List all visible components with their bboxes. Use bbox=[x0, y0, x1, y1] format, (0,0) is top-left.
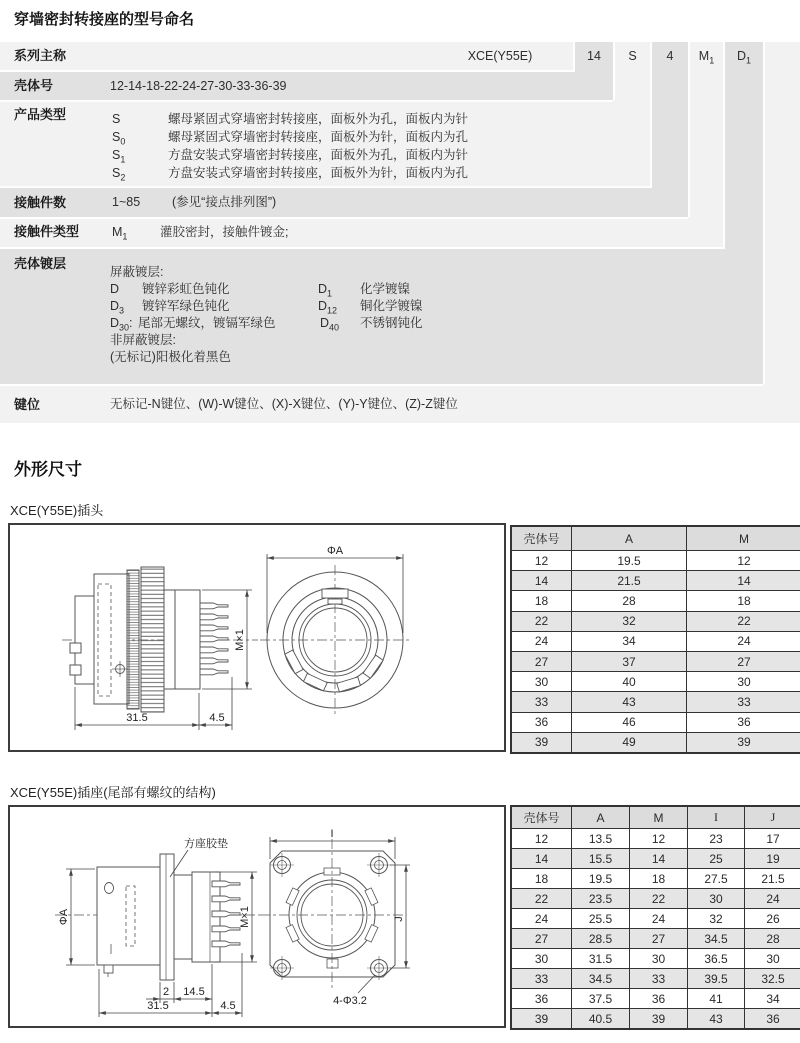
socket-gasket-label: 方座胶垫 bbox=[184, 838, 228, 850]
table-row bbox=[512, 651, 800, 671]
table-row bbox=[512, 591, 800, 611]
plug-dim-phiA: ΦA bbox=[326, 545, 344, 557]
table-cell: 12 bbox=[512, 829, 572, 849]
table-cell: 27 bbox=[512, 929, 572, 949]
dimension-table bbox=[511, 526, 800, 753]
table-header-cell: 壳体号 bbox=[512, 527, 572, 551]
table-cell: 39.5 bbox=[688, 969, 745, 989]
product-type-desc: 螺母紧固式穿墙密封转接座，面板外为孔，面板内为针 bbox=[168, 112, 469, 126]
table-header-cell: A bbox=[572, 527, 687, 551]
table-cell: 36 bbox=[745, 1009, 800, 1029]
table-cell: 22 bbox=[512, 611, 572, 631]
plating-item: $D_{12}$ bbox=[318, 299, 338, 316]
table-cell: 25.5 bbox=[572, 909, 630, 929]
plating-item: $D_{30}$: bbox=[110, 316, 133, 333]
contact-count-note: (参见“接点排列图”) bbox=[172, 195, 277, 209]
plating-item-desc: 尾部无螺纹，镀镉军绿色 bbox=[138, 316, 276, 330]
table-row bbox=[512, 949, 800, 969]
plug-drawing bbox=[10, 525, 504, 750]
table-cell: 43 bbox=[572, 692, 687, 712]
table-cell: 19 bbox=[745, 849, 800, 869]
table-row bbox=[512, 889, 800, 909]
table-row bbox=[512, 712, 800, 732]
table-cell: 39 bbox=[512, 1009, 572, 1029]
row-separator bbox=[0, 217, 688, 219]
table-cell: 33 bbox=[512, 692, 572, 712]
table-cell: 36.5 bbox=[688, 949, 745, 969]
col-separator bbox=[763, 42, 765, 384]
table-cell: 37 bbox=[572, 651, 687, 671]
socket-holes-label: 4-Φ3.2 bbox=[333, 995, 367, 1007]
socket-drawing-frame bbox=[8, 805, 506, 1028]
table-cell: 28 bbox=[745, 929, 800, 949]
table-cell: 21.5 bbox=[572, 571, 687, 591]
row-separator bbox=[0, 100, 613, 102]
table-cell: 25 bbox=[688, 849, 745, 869]
table-cell: 27.5 bbox=[688, 869, 745, 889]
table-header-cell: M bbox=[687, 527, 800, 551]
plating-item-desc: 镀锌彩虹色钝化 bbox=[142, 282, 230, 296]
plating-item-desc: 铜化学镀镍 bbox=[360, 299, 423, 313]
series-value: XCE(Y55E) bbox=[467, 49, 533, 63]
table-cell: 14 bbox=[512, 849, 572, 869]
plating-heading-unshielded: 非屏蔽镀层: bbox=[110, 333, 176, 347]
table-cell: 18 bbox=[687, 591, 800, 611]
table-cell: 32 bbox=[688, 909, 745, 929]
table-row bbox=[512, 829, 800, 849]
table-row bbox=[512, 989, 800, 1009]
table-row bbox=[512, 1009, 800, 1029]
table-cell: 40 bbox=[572, 672, 687, 692]
product-type-item: $S_1$ bbox=[112, 148, 126, 165]
plating-note: (无标记)阳极化着黑色 bbox=[110, 350, 231, 364]
table-cell: 39 bbox=[512, 732, 572, 752]
table-row bbox=[512, 969, 800, 989]
socket-dim-I: I bbox=[330, 828, 334, 840]
table-row bbox=[512, 672, 800, 692]
table-cell: 14 bbox=[630, 849, 688, 869]
table-header-cell: J bbox=[745, 807, 800, 829]
socket-caption: XCE(Y55E)插座(尾部有螺纹的结构) bbox=[10, 785, 216, 800]
table-cell: 27 bbox=[630, 929, 688, 949]
table-cell: 18 bbox=[630, 869, 688, 889]
code-column-d1 bbox=[725, 42, 763, 384]
table-cell: 33 bbox=[512, 969, 572, 989]
product-type-desc: 螺母紧固式穿墙密封转接座，面板外为针，面板内为孔 bbox=[168, 130, 469, 144]
contact-count-row-band bbox=[0, 188, 688, 217]
table-cell: 36 bbox=[512, 989, 572, 1009]
socket-dim-2: 2 bbox=[162, 986, 170, 998]
plug-dim-m1: M×1 bbox=[234, 629, 246, 651]
plating-item-desc: 镀锌军绿色钝化 bbox=[142, 299, 230, 313]
plug-dim-45: 4.5 bbox=[209, 712, 225, 724]
table-cell: 19.5 bbox=[572, 551, 687, 571]
table-cell: 36 bbox=[687, 712, 800, 732]
table-row bbox=[512, 692, 800, 712]
table-cell: 30 bbox=[512, 949, 572, 969]
socket-dim-45: 4.5 bbox=[220, 1000, 236, 1012]
table-cell: 41 bbox=[688, 989, 745, 1009]
table-cell: 31.5 bbox=[572, 949, 630, 969]
plug-drawing-frame bbox=[8, 523, 506, 752]
table-cell: 22 bbox=[687, 611, 800, 631]
code-cell-plating: $D_1$ bbox=[736, 49, 752, 66]
socket-dim-phiA: ΦA bbox=[58, 908, 70, 926]
table-cell: 39 bbox=[687, 732, 800, 752]
code-cell-contact: $M_1$ bbox=[698, 49, 715, 66]
socket-dim-table bbox=[510, 805, 800, 1030]
table-cell: 24 bbox=[687, 631, 800, 651]
code-cell-type: S bbox=[628, 49, 637, 63]
product-type-item: $S_0$ bbox=[112, 130, 126, 147]
plug-dim-table bbox=[510, 525, 800, 754]
plug-dim-315: 31.5 bbox=[126, 712, 148, 724]
table-cell: 34 bbox=[745, 989, 800, 1009]
table-cell: 46 bbox=[572, 712, 687, 732]
code-cell-shell: 14 bbox=[587, 49, 601, 63]
table-cell: 14 bbox=[687, 571, 800, 591]
table-cell: 12 bbox=[512, 551, 572, 571]
table-cell: 49 bbox=[572, 732, 687, 752]
contact-count-value: 1~85 bbox=[112, 195, 141, 209]
product-type-desc: 方盘安装式穿墙密封转接座，面板外为针，面板内为孔 bbox=[168, 166, 469, 180]
dimension-table bbox=[511, 806, 800, 1029]
table-cell: 15.5 bbox=[572, 849, 630, 869]
table-cell: 24 bbox=[512, 909, 572, 929]
socket-dim-315: 31.5 bbox=[147, 1000, 169, 1012]
table-row bbox=[512, 869, 800, 889]
socket-dim-145: 14.5 bbox=[183, 986, 205, 998]
table-cell: 30 bbox=[512, 672, 572, 692]
table-header-cell: 壳体号 bbox=[512, 807, 572, 829]
plating-label: 壳体镀层 bbox=[14, 256, 67, 271]
series-label: 系列主称 bbox=[14, 48, 67, 63]
plating-item-desc: 不锈钢钝化 bbox=[360, 316, 423, 330]
plug-caption: XCE(Y55E)插头 bbox=[10, 503, 104, 518]
table-row bbox=[512, 631, 800, 651]
table-cell: 32.5 bbox=[745, 969, 800, 989]
table-cell: 24 bbox=[512, 631, 572, 651]
table-cell: 30 bbox=[687, 672, 800, 692]
plating-item: D bbox=[110, 282, 120, 296]
keys-label: 键位 bbox=[14, 397, 41, 412]
plating-item: $D_{40}$ bbox=[320, 316, 340, 333]
contact-type-desc: 灌胶密封，接触件镀金; bbox=[160, 225, 289, 239]
product-type-desc: 方盘安装式穿墙密封转接座，面板外为孔，面板内为针 bbox=[168, 148, 469, 162]
table-cell: 32 bbox=[572, 611, 687, 631]
table-cell: 33 bbox=[630, 969, 688, 989]
table-cell: 18 bbox=[512, 869, 572, 889]
table-cell: 39 bbox=[630, 1009, 688, 1029]
table-header-cell: I bbox=[688, 807, 745, 829]
product-type-item: $S_2$ bbox=[112, 166, 126, 183]
contact-type-label: 接触件类型 bbox=[14, 224, 80, 239]
table-cell: 30 bbox=[688, 889, 745, 909]
code-cell-count: 4 bbox=[666, 49, 674, 63]
table-header-cell: M bbox=[630, 807, 688, 829]
table-cell: 21.5 bbox=[745, 869, 800, 889]
contact-count-label: 接触件数 bbox=[14, 195, 67, 210]
table-cell: 33 bbox=[687, 692, 800, 712]
plating-item: $D_3$ bbox=[110, 299, 125, 316]
table-cell: 18 bbox=[512, 591, 572, 611]
table-cell: 40.5 bbox=[572, 1009, 630, 1029]
table-cell: 12 bbox=[630, 829, 688, 849]
plating-heading-shielded: 屏蔽镀层: bbox=[110, 265, 164, 279]
socket-drawing bbox=[10, 807, 504, 1026]
table-cell: 23.5 bbox=[572, 889, 630, 909]
table-row bbox=[512, 571, 800, 591]
table-cell: 27 bbox=[512, 651, 572, 671]
table-cell: 23 bbox=[688, 829, 745, 849]
page-title: 穿墙密封转接座的型号命名 bbox=[14, 11, 195, 28]
table-cell: 37.5 bbox=[572, 989, 630, 1009]
contact-type-code: $M_1$ bbox=[112, 225, 128, 242]
table-row bbox=[512, 732, 800, 752]
table-cell: 27 bbox=[687, 651, 800, 671]
table-cell: 19.5 bbox=[572, 869, 630, 889]
table-cell: 22 bbox=[630, 889, 688, 909]
table-cell: 30 bbox=[630, 949, 688, 969]
shell-value: 12-14-18-22-24-27-30-33-36-39 bbox=[110, 79, 287, 93]
product-type-item: S bbox=[112, 112, 121, 126]
shell-row-band bbox=[0, 72, 613, 100]
shell-label: 壳体号 bbox=[14, 78, 54, 93]
table-row bbox=[512, 551, 800, 571]
table-cell: 24 bbox=[630, 909, 688, 929]
table-row bbox=[512, 929, 800, 949]
table-cell: 43 bbox=[688, 1009, 745, 1029]
table-row bbox=[512, 611, 800, 631]
socket-dim-m1: M×1 bbox=[239, 906, 251, 928]
table-cell: 26 bbox=[745, 909, 800, 929]
table-cell: 28.5 bbox=[572, 929, 630, 949]
table-row bbox=[512, 849, 800, 869]
outline-heading: 外形尺寸 bbox=[14, 460, 82, 479]
plating-item: $D_1$ bbox=[318, 282, 333, 299]
product-type-label: 产品类型 bbox=[14, 107, 67, 122]
table-cell: 24 bbox=[745, 889, 800, 909]
table-cell: 17 bbox=[745, 829, 800, 849]
table-cell: 28 bbox=[572, 591, 687, 611]
table-cell: 34.5 bbox=[688, 929, 745, 949]
table-row bbox=[512, 909, 800, 929]
plating-item-desc: 化学镀镍 bbox=[360, 282, 411, 296]
table-header-cell: A bbox=[572, 807, 630, 829]
keys-value: 无标记-N键位、(W)-W键位、(X)-X键位、(Y)-Y键位、(Z)-Z键位 bbox=[110, 397, 458, 411]
table-cell: 13.5 bbox=[572, 829, 630, 849]
table-cell: 12 bbox=[687, 551, 800, 571]
table-cell: 22 bbox=[512, 889, 572, 909]
socket-dim-J: J bbox=[393, 916, 405, 922]
table-cell: 30 bbox=[745, 949, 800, 969]
table-cell: 36 bbox=[512, 712, 572, 732]
table-cell: 34 bbox=[572, 631, 687, 651]
table-cell: 14 bbox=[512, 571, 572, 591]
table-cell: 34.5 bbox=[572, 969, 630, 989]
table-cell: 36 bbox=[630, 989, 688, 1009]
row-separator bbox=[0, 384, 763, 386]
